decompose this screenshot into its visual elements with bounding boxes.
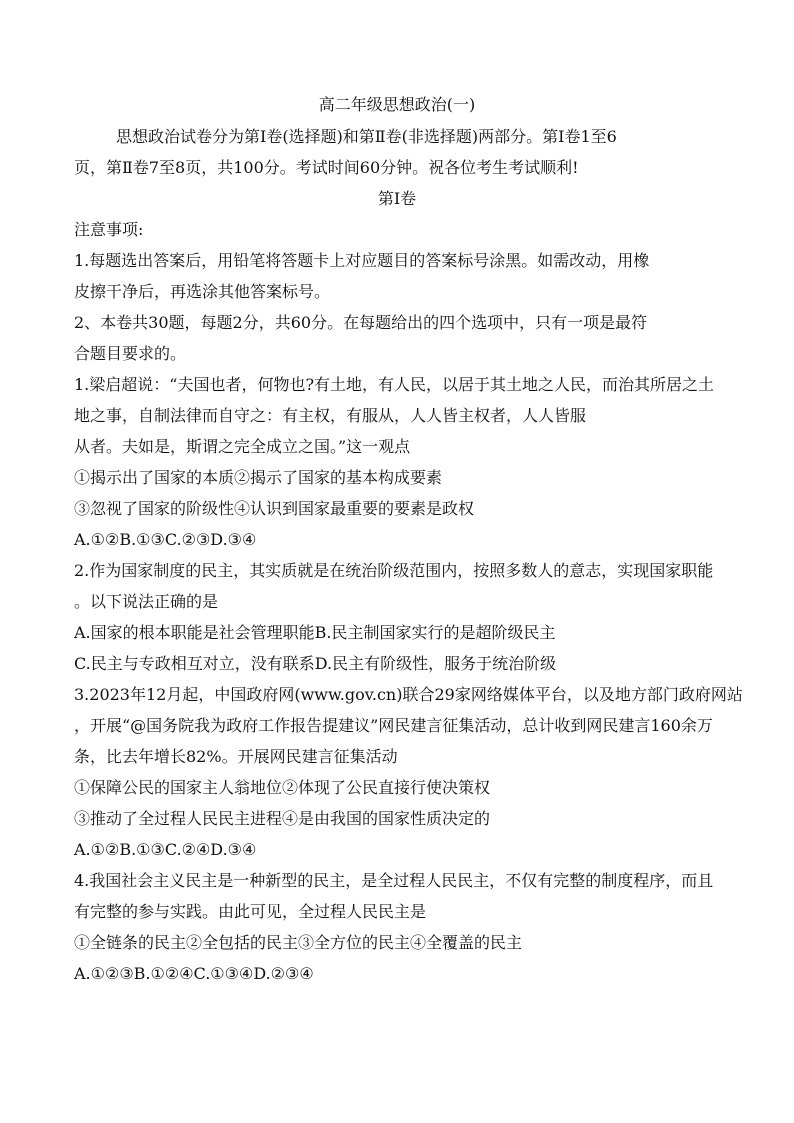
question-options: C.民主与专政相互对立，没有联系D.民主有阶级性，服务于统治阶级 (74, 654, 557, 673)
question-stem: 条，比去年增长82%。开展网民建言征集活动 (74, 747, 398, 766)
notes-line: 2、本卷共30题，每题2分，共60分。在每题给出的四个选项中，只有一项是最符 (74, 313, 648, 332)
notes-heading: 注意事项: (74, 220, 144, 239)
notes-line: 皮擦干净后，再选涂其他答案标号。 (74, 282, 331, 301)
question-stem: 2.作为国家制度的民主，其实质就是在统治阶级范围内，按照多数人的意志，实现国家职能 (74, 561, 714, 580)
question-options: A.①②③B.①②④C.①③④D.②③④ (74, 964, 314, 983)
question-options: A.国家的根本职能是社会管理职能B.民主制国家实行的是超阶级民主 (74, 623, 556, 642)
question-options: A.①②B.①③C.②④D.③④ (74, 840, 257, 859)
question-stem: 4.我国社会主义民主是一种新型的民主，是全过程人民民主，不仅有完整的制度程序，而且 (74, 871, 714, 890)
notes-line: 合题目要求的。 (74, 344, 187, 363)
question-stem: 地之事，自制法律而自守之：有主权，有服从，人人皆主权者，人人皆服 (74, 406, 587, 425)
question-stem: ，开展“@国务院我为政府工作报告提建议”网民建言征集活动，总计收到网民建言160余万 (74, 716, 713, 735)
notes-line: 1.每题选出答案后，用铅笔将答题卡上对应题目的答案标号涂黑。如需改动，用橡 (74, 251, 650, 270)
intro-line-2: 页，第Ⅱ卷7至8页，共100分。考试时间60分钟。祝各位考生考试顺利! (74, 158, 579, 177)
question-statements: ①全链条的民主②全包括的民主③全方位的民主④全覆盖的民主 (74, 933, 523, 952)
question-stem: 3.2023年12月起，中国政府网(www.gov.cn)联合29家网络媒体平台，以及地方部门政府网站 (74, 685, 743, 704)
question-stem: 有完整的参与实践。由此可见，全过程人民民主是 (74, 902, 427, 921)
question-options: A.①②B.①③C.②③D.③④ (74, 530, 257, 549)
question-statements: ③推动了全过程人民民主进程④是由我国的国家性质决定的 (74, 809, 491, 828)
question-stem: 。以下说法正确的是 (74, 592, 219, 611)
intro-line-1: 思想政治试卷分为第Ⅰ卷(选择题)和第Ⅱ卷(非选择题)两部分。第Ⅰ卷1至6 (116, 127, 617, 146)
question-statements: ①揭示出了国家的本质②揭示了国家的基本构成要素 (74, 468, 443, 487)
question-stem: 从者。夫如是，斯谓之完全成立之国。”这一观点 (74, 437, 411, 456)
section-title: 第Ⅰ卷 (377, 189, 417, 208)
question-statements: ①保障公民的国家主人翁地位②体现了公民直接行使决策权 (74, 778, 491, 797)
page-title: 高二年级思想政治(一) (318, 95, 476, 114)
question-stem: 1.梁启超说：“夫国也者，何物也?有土地，有人民，以居于其土地之人民，而治其所居之土 (74, 375, 715, 394)
question-statements: ③忽视了国家的阶级性④认识到国家最重要的要素是政权 (74, 499, 475, 518)
